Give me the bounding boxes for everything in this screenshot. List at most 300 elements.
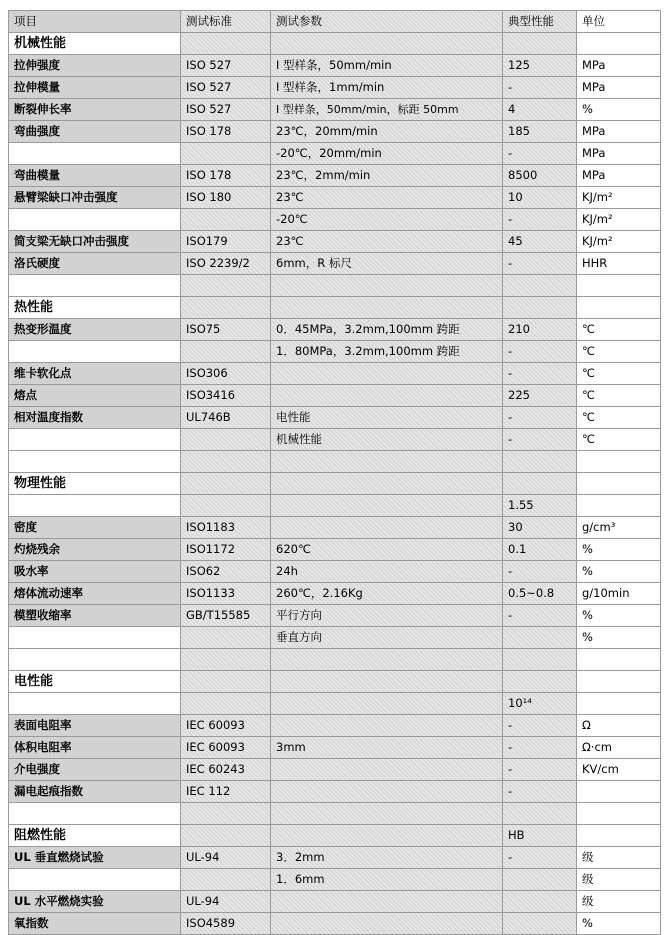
cell-item-9 [9, 231, 181, 253]
cell-item-0-text: 机械性能 [14, 36, 67, 51]
cell-standard-18 [181, 429, 271, 451]
cell-performance-32-text: - [508, 740, 513, 754]
cell-standard-11 [181, 275, 271, 297]
spacer-row [9, 803, 661, 825]
cell-item-18-text [9, 429, 180, 450]
table-row [9, 165, 661, 187]
cell-performance-28 [503, 649, 577, 671]
cell-standard-17 [181, 407, 271, 429]
header-unit [577, 11, 661, 33]
cell-item-6 [9, 165, 181, 187]
cell-unit-10-text: HHR [582, 256, 608, 270]
cell-performance-33-text: - [508, 762, 513, 776]
cell-standard-30-text [181, 693, 270, 714]
table-row [9, 319, 661, 341]
cell-unit-31-text: Ω [582, 718, 591, 732]
cell-parameter-17-text: 电性能 [276, 410, 311, 424]
cell-item-34 [9, 781, 181, 803]
cell-unit-12-text [577, 297, 660, 318]
table-row [9, 891, 661, 913]
cell-item-17-text: 相对温度指数 [14, 410, 83, 424]
cell-parameter-27-text: 垂直方向 [276, 630, 322, 644]
cell-performance-24-text: - [508, 564, 513, 578]
cell-item-37-text: UL 垂直燃烧试验 [14, 850, 104, 864]
cell-performance-0 [503, 33, 577, 55]
table-row [9, 429, 661, 451]
header-item [9, 11, 181, 33]
cell-item-6-text: 弯曲模量 [14, 168, 60, 182]
cell-parameter-16-text [271, 385, 502, 406]
cell-parameter-27 [271, 627, 503, 649]
cell-unit-31 [577, 715, 661, 737]
cell-unit-18-text: ℃ [582, 432, 595, 446]
cell-performance-13 [503, 319, 577, 341]
cell-standard-35 [181, 803, 271, 825]
cell-performance-19 [503, 451, 577, 473]
cell-parameter-4 [271, 121, 503, 143]
cell-item-14-text [9, 341, 180, 362]
cell-unit-20-text [577, 473, 660, 494]
cell-item-3-text: 断裂伸长率 [14, 102, 72, 116]
cell-performance-40-text [503, 913, 576, 934]
cell-unit-26-text: % [582, 608, 593, 622]
cell-item-16 [9, 385, 181, 407]
cell-standard-10 [181, 253, 271, 275]
cell-item-39-text: UL 水平燃烧实验 [14, 894, 104, 908]
cell-unit-14 [577, 341, 661, 363]
cell-unit-2 [577, 77, 661, 99]
specification-table [8, 10, 661, 935]
table-row [9, 495, 661, 517]
cell-performance-1 [503, 55, 577, 77]
header-item-text: 项目 [14, 14, 37, 28]
cell-item-2-text: 拉伸模量 [14, 80, 60, 94]
cell-parameter-13 [271, 319, 503, 341]
cell-standard-2 [181, 77, 271, 99]
cell-performance-2-text: - [508, 80, 513, 94]
cell-unit-40 [577, 913, 661, 935]
cell-item-33-text: 介电强度 [14, 762, 60, 776]
cell-parameter-9 [271, 231, 503, 253]
table-row [9, 539, 661, 561]
cell-parameter-14-text: 1．80MPa，3.2mm,100mm 跨距 [276, 344, 460, 358]
cell-unit-21 [577, 495, 661, 517]
cell-performance-34-text: - [508, 784, 513, 798]
cell-standard-33 [181, 759, 271, 781]
cell-unit-11 [577, 275, 661, 297]
cell-standard-20 [181, 473, 271, 495]
cell-parameter-8-text: -20℃ [276, 212, 308, 226]
cell-performance-25-text: 0.5~0.8 [508, 586, 555, 600]
cell-standard-2-text: ISO 527 [186, 80, 232, 94]
cell-standard-27 [181, 627, 271, 649]
cell-unit-24-text: % [582, 564, 593, 578]
cell-item-23-text: 灼烧残余 [14, 542, 60, 556]
cell-item-21-text [9, 495, 180, 516]
cell-parameter-34 [271, 781, 503, 803]
cell-standard-13-text: ISO75 [186, 322, 221, 336]
cell-standard-39 [181, 891, 271, 913]
cell-parameter-7 [271, 187, 503, 209]
cell-unit-13 [577, 319, 661, 341]
table-row [9, 99, 661, 121]
cell-performance-23-text: 0.1 [508, 542, 527, 556]
cell-unit-35-text [577, 803, 660, 824]
cell-item-40-text: 氧指数 [14, 916, 49, 930]
cell-standard-38 [181, 869, 271, 891]
cell-performance-22-text: 30 [508, 520, 523, 534]
cell-unit-20 [577, 473, 661, 495]
cell-performance-9-text: 45 [508, 234, 523, 248]
table-row [9, 869, 661, 891]
table-row [9, 693, 661, 715]
cell-parameter-39-text [271, 891, 502, 912]
cell-unit-21-text [577, 495, 660, 516]
cell-parameter-30-text [271, 693, 502, 714]
cell-parameter-26 [271, 605, 503, 627]
cell-unit-26 [577, 605, 661, 627]
cell-parameter-16 [271, 385, 503, 407]
cell-standard-7-text: ISO 180 [186, 190, 232, 204]
cell-item-11 [9, 275, 181, 297]
cell-parameter-38 [271, 869, 503, 891]
cell-standard-26-text: GB/T15585 [186, 608, 251, 622]
table-row [9, 341, 661, 363]
cell-standard-8-text [181, 209, 270, 230]
cell-performance-36-text: HB [508, 828, 525, 842]
cell-performance-15-text: - [508, 366, 513, 380]
cell-unit-17 [577, 407, 661, 429]
cell-item-38-text [9, 869, 180, 890]
cell-performance-10 [503, 253, 577, 275]
header-performance-text: 典型性能 [508, 14, 554, 28]
cell-standard-26 [181, 605, 271, 627]
cell-performance-39-text [503, 891, 576, 912]
cell-item-24 [9, 561, 181, 583]
cell-item-13-text: 热变形温度 [14, 322, 72, 336]
cell-parameter-8 [271, 209, 503, 231]
cell-standard-0-text [181, 33, 270, 54]
cell-parameter-15 [271, 363, 503, 385]
cell-parameter-21-text [271, 495, 502, 516]
section-row [9, 33, 661, 55]
cell-unit-13-text: ℃ [582, 322, 595, 336]
cell-item-17 [9, 407, 181, 429]
cell-parameter-34-text [271, 781, 502, 802]
cell-standard-38-text [181, 869, 270, 890]
cell-standard-14-text [181, 341, 270, 362]
cell-standard-40-text: ISO4589 [186, 916, 236, 930]
cell-standard-28 [181, 649, 271, 671]
cell-unit-25 [577, 583, 661, 605]
cell-standard-28-text [181, 649, 270, 670]
cell-parameter-5-text: -20℃，20mm/min [276, 146, 382, 160]
cell-performance-38 [503, 869, 577, 891]
cell-parameter-33-text [271, 759, 502, 780]
cell-unit-34-text [577, 781, 660, 802]
cell-item-20 [9, 473, 181, 495]
cell-item-8-text [9, 209, 180, 230]
cell-standard-33-text: IEC 60243 [186, 762, 245, 776]
spacer-row [9, 649, 661, 671]
table-row [9, 583, 661, 605]
cell-standard-36 [181, 825, 271, 847]
cell-performance-5 [503, 143, 577, 165]
cell-item-30-text [9, 693, 180, 714]
cell-item-21 [9, 495, 181, 517]
cell-standard-6-text: ISO 178 [186, 168, 232, 182]
cell-performance-10-text: - [508, 256, 513, 270]
cell-parameter-11-text [271, 275, 502, 296]
cell-item-33 [9, 759, 181, 781]
cell-unit-1 [577, 55, 661, 77]
cell-unit-36-text [577, 825, 660, 846]
cell-parameter-40-text [271, 913, 502, 934]
cell-item-39 [9, 891, 181, 913]
cell-performance-36 [503, 825, 577, 847]
cell-unit-7-text: KJ/m² [582, 190, 613, 204]
cell-performance-4-text: 185 [508, 124, 530, 138]
cell-parameter-32 [271, 737, 503, 759]
cell-standard-19 [181, 451, 271, 473]
cell-performance-26 [503, 605, 577, 627]
cell-standard-20-text [181, 473, 270, 494]
cell-performance-25 [503, 583, 577, 605]
cell-item-16-text: 熔点 [14, 388, 37, 402]
cell-item-7-text: 悬臂梁缺口冲击强度 [14, 190, 118, 204]
header-performance [503, 11, 577, 33]
cell-item-22 [9, 517, 181, 539]
cell-performance-12 [503, 297, 577, 319]
cell-performance-5-text: - [508, 146, 513, 160]
cell-item-5-text [9, 143, 180, 164]
cell-item-38 [9, 869, 181, 891]
cell-standard-40 [181, 913, 271, 935]
cell-parameter-22 [271, 517, 503, 539]
cell-unit-34 [577, 781, 661, 803]
cell-parameter-17 [271, 407, 503, 429]
cell-unit-37 [577, 847, 661, 869]
table-row [9, 77, 661, 99]
cell-performance-30 [503, 693, 577, 715]
cell-standard-11-text [181, 275, 270, 296]
cell-parameter-18-text: 机械性能 [276, 432, 322, 446]
cell-performance-29-text [503, 671, 576, 692]
cell-parameter-20-text [271, 473, 502, 494]
cell-unit-32-text: Ω·cm [582, 740, 612, 754]
cell-unit-25-text: g/10min [582, 586, 630, 600]
cell-parameter-36 [271, 825, 503, 847]
cell-standard-16 [181, 385, 271, 407]
cell-standard-19-text [181, 451, 270, 472]
cell-item-28 [9, 649, 181, 671]
cell-standard-18-text [181, 429, 270, 450]
cell-unit-8-text: KJ/m² [582, 212, 613, 226]
cell-performance-26-text: - [508, 608, 513, 622]
header-standard-text: 测试标准 [186, 14, 232, 28]
cell-parameter-9-text: 23℃ [276, 234, 304, 248]
cell-performance-34 [503, 781, 577, 803]
cell-parameter-40 [271, 913, 503, 935]
cell-item-4 [9, 121, 181, 143]
cell-parameter-35-text [271, 803, 502, 824]
cell-unit-23 [577, 539, 661, 561]
cell-item-37 [9, 847, 181, 869]
cell-item-12 [9, 297, 181, 319]
cell-parameter-18 [271, 429, 503, 451]
cell-unit-38-text: 级 [582, 872, 594, 886]
cell-standard-12 [181, 297, 271, 319]
cell-item-25 [9, 583, 181, 605]
cell-item-19 [9, 451, 181, 473]
cell-standard-21-text [181, 495, 270, 516]
cell-item-28-text [9, 649, 180, 670]
cell-unit-8 [577, 209, 661, 231]
cell-standard-5 [181, 143, 271, 165]
cell-unit-9-text: KJ/m² [582, 234, 613, 248]
cell-standard-1 [181, 55, 271, 77]
cell-item-31-text: 表面电阻率 [14, 718, 72, 732]
cell-item-20-text: 物理性能 [14, 476, 67, 491]
cell-unit-39 [577, 891, 661, 913]
cell-standard-4 [181, 121, 271, 143]
table-row [9, 759, 661, 781]
spacer-row [9, 275, 661, 297]
cell-standard-29 [181, 671, 271, 693]
cell-parameter-29 [271, 671, 503, 693]
cell-performance-35 [503, 803, 577, 825]
cell-performance-14-text: - [508, 344, 513, 358]
cell-performance-15 [503, 363, 577, 385]
cell-parameter-10-text: 6mm，R 标尺 [276, 256, 352, 270]
cell-standard-0 [181, 33, 271, 55]
cell-item-1 [9, 55, 181, 77]
cell-parameter-6 [271, 165, 503, 187]
section-row [9, 825, 661, 847]
cell-item-3 [9, 99, 181, 121]
cell-performance-27 [503, 627, 577, 649]
cell-performance-6-text: 8500 [508, 168, 538, 182]
cell-standard-12-text [181, 297, 270, 318]
cell-performance-32 [503, 737, 577, 759]
cell-unit-17-text: ℃ [582, 410, 595, 424]
cell-unit-24 [577, 561, 661, 583]
cell-standard-30 [181, 693, 271, 715]
cell-standard-31 [181, 715, 271, 737]
cell-parameter-0-text [271, 33, 502, 54]
cell-performance-19-text [503, 451, 576, 472]
cell-performance-8 [503, 209, 577, 231]
cell-performance-30-text: 10¹⁴ [508, 696, 532, 710]
spacer-row [9, 451, 661, 473]
cell-unit-27-text: % [582, 630, 593, 644]
header-standard [181, 11, 271, 33]
cell-item-40 [9, 913, 181, 935]
cell-parameter-7-text: 23℃ [276, 190, 304, 204]
cell-item-34-text: 漏电起痕指数 [14, 784, 83, 798]
cell-parameter-35 [271, 803, 503, 825]
cell-performance-11 [503, 275, 577, 297]
cell-performance-16 [503, 385, 577, 407]
cell-performance-24 [503, 561, 577, 583]
cell-standard-31-text: IEC 60093 [186, 718, 245, 732]
cell-standard-39-text: UL-94 [186, 894, 220, 908]
table-row [9, 715, 661, 737]
cell-unit-3 [577, 99, 661, 121]
cell-item-32-text: 体积电阻率 [14, 740, 72, 754]
cell-unit-0 [577, 33, 661, 55]
cell-unit-27 [577, 627, 661, 649]
cell-performance-21-text: 1.55 [508, 498, 534, 512]
cell-performance-28-text [503, 649, 576, 670]
cell-parameter-15-text [271, 363, 502, 384]
cell-standard-16-text: ISO3416 [186, 388, 236, 402]
cell-unit-28-text [577, 649, 660, 670]
table-body [9, 11, 661, 935]
cell-performance-40 [503, 913, 577, 935]
cell-item-36 [9, 825, 181, 847]
cell-performance-14 [503, 341, 577, 363]
cell-standard-37-text: UL-94 [186, 850, 220, 864]
cell-parameter-28-text [271, 649, 502, 670]
cell-standard-6 [181, 165, 271, 187]
cell-performance-17-text: - [508, 410, 513, 424]
cell-unit-40-text: % [582, 916, 593, 930]
cell-standard-17-text: UL746B [186, 410, 231, 424]
cell-performance-18 [503, 429, 577, 451]
cell-item-19-text [9, 451, 180, 472]
cell-item-8 [9, 209, 181, 231]
cell-standard-32 [181, 737, 271, 759]
cell-performance-29 [503, 671, 577, 693]
cell-item-31 [9, 715, 181, 737]
cell-item-4-text: 弯曲强度 [14, 124, 60, 138]
cell-parameter-12 [271, 297, 503, 319]
cell-performance-39 [503, 891, 577, 913]
cell-parameter-14 [271, 341, 503, 363]
cell-parameter-11 [271, 275, 503, 297]
cell-parameter-38-text: 1．6mm [276, 872, 325, 886]
table-row [9, 407, 661, 429]
cell-unit-4 [577, 121, 661, 143]
header-parameter-text: 测试参数 [276, 14, 322, 28]
cell-item-26-text: 模塑收缩率 [14, 608, 72, 622]
table-row [9, 627, 661, 649]
cell-parameter-0 [271, 33, 503, 55]
cell-standard-13 [181, 319, 271, 341]
cell-unit-10 [577, 253, 661, 275]
cell-performance-9 [503, 231, 577, 253]
cell-standard-15-text: ISO306 [186, 366, 228, 380]
cell-parameter-30 [271, 693, 503, 715]
cell-item-15 [9, 363, 181, 385]
cell-standard-1-text: ISO 527 [186, 58, 232, 72]
cell-unit-23-text: % [582, 542, 593, 556]
cell-unit-33-text: KV/cm [582, 762, 619, 776]
cell-unit-22 [577, 517, 661, 539]
cell-standard-4-text: ISO 178 [186, 124, 232, 138]
cell-parameter-33 [271, 759, 503, 781]
cell-performance-11-text [503, 275, 576, 296]
cell-parameter-22-text [271, 517, 502, 538]
header-parameter [271, 11, 503, 33]
cell-unit-32 [577, 737, 661, 759]
cell-unit-33 [577, 759, 661, 781]
cell-item-27-text [9, 627, 180, 648]
cell-parameter-28 [271, 649, 503, 671]
cell-performance-23 [503, 539, 577, 561]
cell-parameter-32-text: 3mm [276, 740, 306, 754]
